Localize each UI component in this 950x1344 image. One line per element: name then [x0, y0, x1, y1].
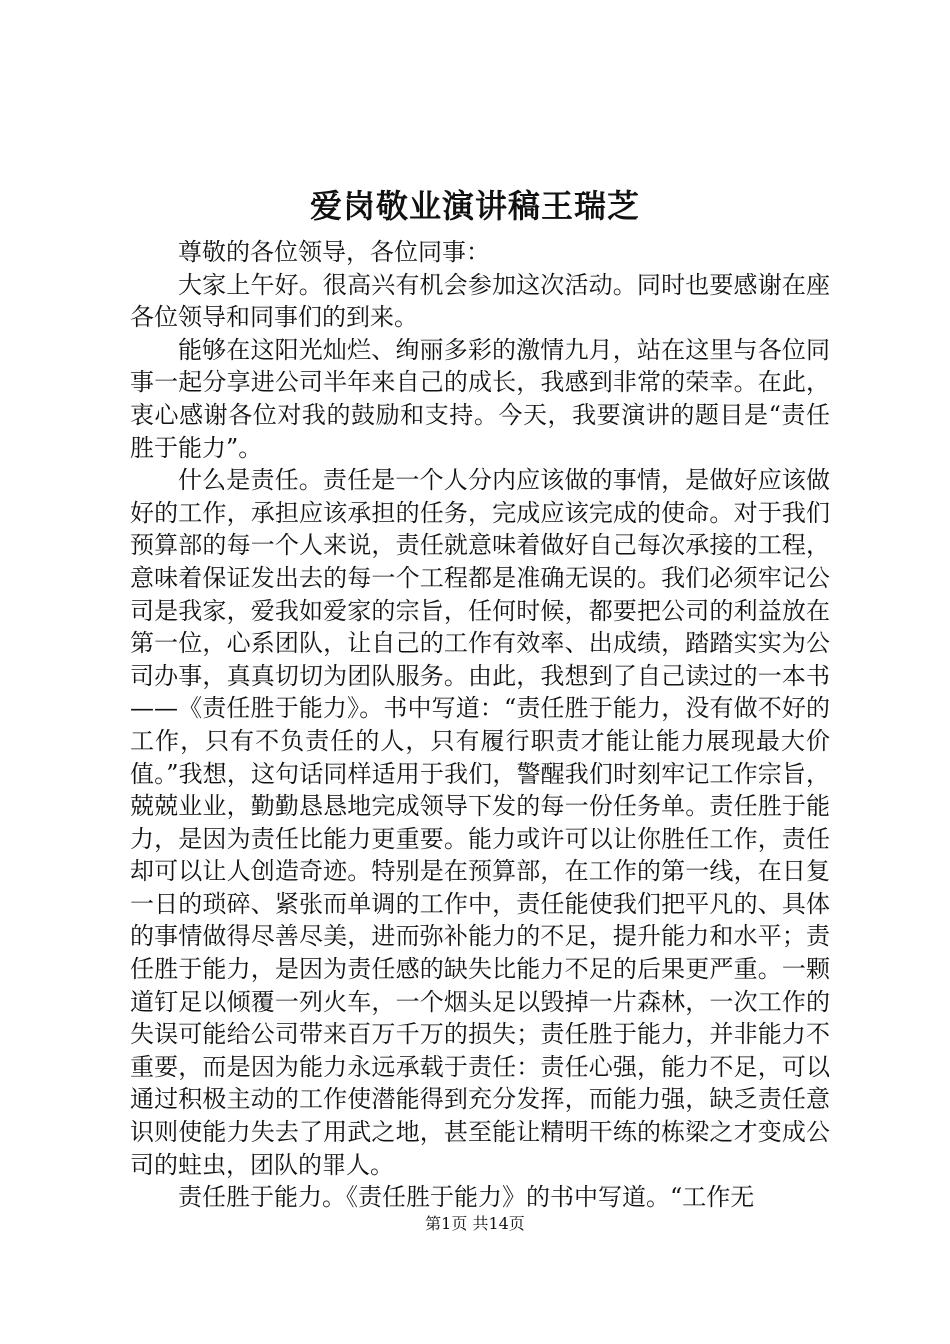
- paragraph-greeting: 大家上午好。很高兴有机会参加这次活动。同时也要感谢在座各位领导和同事们的到来。: [130, 270, 830, 332]
- paragraph-introduction: 能够在这阳光灿烂、绚丽多彩的激情九月，站在这里与各位同事一起分享进公司半年来自己的成长，我感到非常的荣幸。在此，衷心感谢各位对我的鼓励和支持。今天，我要演讲的题目是“责任胜于能力”。: [130, 335, 830, 462]
- paragraph-what-is-responsibility: 什么是责任。责任是一个人分内应该做的事情，是做好应该做好的工作，承担应该承担的任务，完成应该完成的使命。对于我们预算部的每一个人来说，责任就意味着做好自己每次承接的工程，意味着保证发出去的每一个工程都是准确无误的。我们必须牢记公司是我家，爱我如爱家的宗旨，任何时候，都要把公司的利益放在第一位，心系团队，让自己的工作有效率、出成绩，踏踏实实为公司办事，真真切切为团队服务。由此，我想到了自己读过的一本书——《责任胜于能力》。书中写道：“责任胜于能力，没有做不好的工作，只有不负责任的人，只有履行职责才能让能力展现最大价值。”我想，这句话同样适用于我们，警醒我们时刻牢记工作宗旨，兢兢业业，勤勤恳恳地完成领导下发的每一份任务单。责任胜于能力，是因为责任比能力更重要。能力或许可以让你胜任工作，责任却可以让人创造奇迹。特别是在预算部，在工作的第一线，在日复一日的琐碎、紧张而单调的工作中，责任能使我们把平凡的、具体的事情做得尽善尽美，进而弥补能力的不足，提升能力和水平；责任胜于能力，是因为责任感的缺失比能力不足的后果更严重。一颗道钉足以倾覆一列火车，一个烟头足以毁掉一片森林，一次工作的失误可能给公司带来百万千万的损失；责任胜于能力，并非能力不重要，而是因为能力永远承载于责任：责任心强，能力不足，可以通过积极主动的工作使潜能得到充分发挥，而能力强，缺乏责任意识则使能力失去了用武之地，甚至能让精明干练的栋梁之才变成公司的蛀虫，团队的罪人。: [130, 466, 830, 1179]
- page-number-footer: 第1页 共14页: [425, 1214, 525, 1233]
- paragraph-responsibility-over-ability: 责任胜于能力。《责任胜于能力》的书中写道。“工作无: [178, 1183, 755, 1212]
- document-title: 爱岗敬业演讲稿王瑞芝: [309, 187, 640, 225]
- paragraph-salutation: 尊敬的各位领导，各位同事：: [178, 238, 490, 266]
- document-body: [130, 236, 830, 1214]
